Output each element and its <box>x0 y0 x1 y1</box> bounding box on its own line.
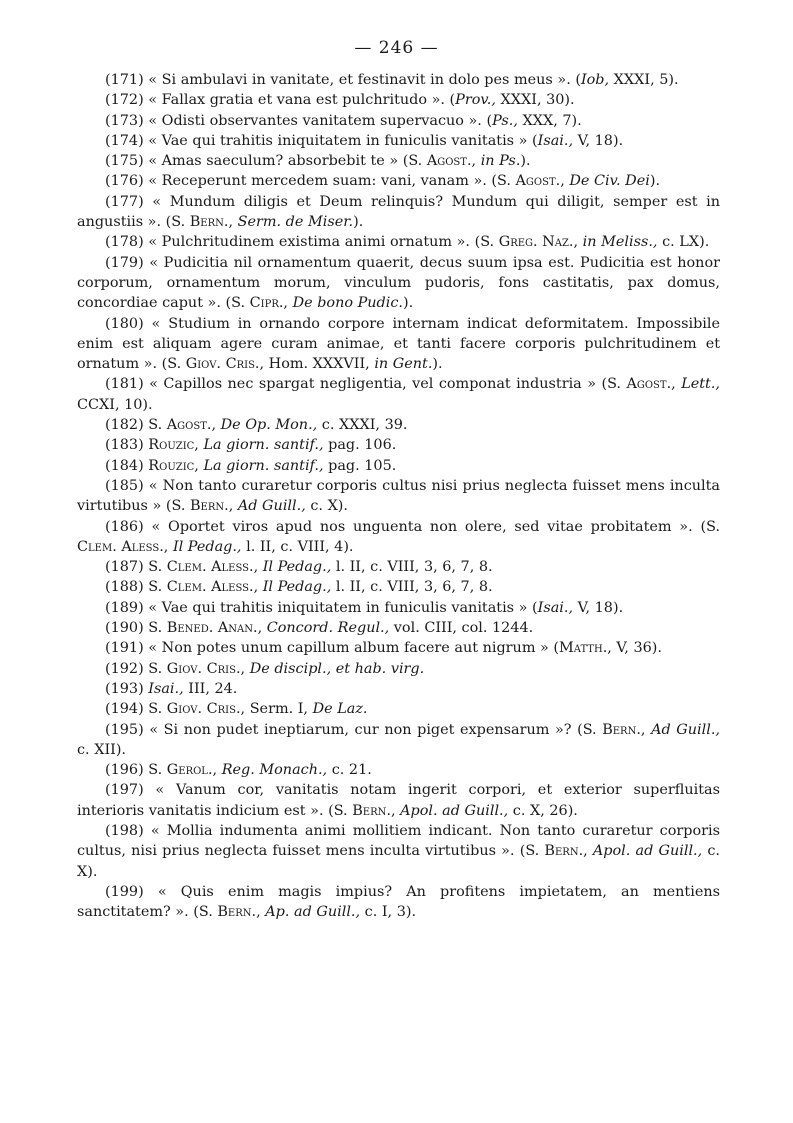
footnote-188 <box>77 577 720 597</box>
footnote-text: « Mollia indumenta animi mollitiem indicant. Non tanto curaretur corporis cultus, nisi prius neglecta fuisset mens inculta virtutibus ». (S. Bern., Apol. ad Guill., c. X). <box>77 822 721 880</box>
footnote-192 <box>77 659 720 679</box>
footnote-187 <box>77 557 720 577</box>
footnote-number: (172) <box>105 92 144 109</box>
footnote-number: (181) <box>105 376 144 393</box>
footnote-text: Isai., III, 24. <box>148 680 238 697</box>
footnote-number: (193) <box>105 680 144 697</box>
footnote-text: « Fallax gratia et vana est pulchritudo ». (Prov., XXXI, 30). <box>143 92 575 109</box>
footnote-text: « Oportet viros apud nos unguenta non olere, sed vitae probitatem ». (S. Clem. Aless., Il Pedag., l. II, c. VIII, 4). <box>77 518 720 555</box>
footnote-number: (195) <box>105 721 144 738</box>
footnote-191 <box>77 638 720 658</box>
footnote-text: « Capillos nec spargat negligentia, vel componat industria » (S. Agost., Lett., CCXI, 10). <box>77 376 720 413</box>
footnote-196 <box>77 760 720 780</box>
footnote-number: (179) <box>105 254 144 271</box>
footnote-text: « Vae qui trahitis iniquitatem in funiculis vanitatis » (Isai., V, 18). <box>143 599 624 616</box>
footnote-number: (186) <box>105 518 144 535</box>
footnote-178 <box>77 232 720 252</box>
footnote-number: (198) <box>105 822 144 839</box>
footnote-176 <box>77 171 720 191</box>
footnote-text: « Odisti observantes vanitatem supervacuo ». (Ps., XXX, 7). <box>143 112 582 129</box>
footnote-text: S. Agost., De Op. Mon., c. XXXI, 39. <box>143 417 408 434</box>
footnote-text: « Vae qui trahitis iniquitatem in funiculis vanitatis » (Isai., V, 18). <box>143 132 624 149</box>
footnote-185 <box>77 476 720 517</box>
footnote-number: (187) <box>105 559 144 576</box>
footnotes-list <box>77 70 720 922</box>
footnote-number: (183) <box>105 437 144 454</box>
footnote-195 <box>77 720 720 761</box>
footnote-text: « Studium in ornando corpore internam indicat deformitatem. Impossibile enim est aliquam agere curam animae, et tanti facere corporis pulchritudinem et ornatum ». (S. Giov. Cris., Hom. XXXVII, in Gent.). <box>77 315 720 373</box>
footnote-197 <box>77 780 720 821</box>
footnote-171 <box>77 70 720 90</box>
page-number: — 246 — <box>354 38 439 58</box>
footnote-181 <box>77 374 720 415</box>
footnote-number: (177) <box>105 193 144 210</box>
footnote-189 <box>77 598 720 618</box>
footnote-text: S. Gerol., Reg. Monach., c. 21. <box>143 762 372 779</box>
footnote-number: (196) <box>105 762 144 779</box>
footnote-number: (178) <box>105 234 144 251</box>
footnote-text: S. Clem. Aless., Il Pedag., l. II, c. VIII, 3, 6, 7, 8. <box>143 579 493 596</box>
footnote-179 <box>77 253 720 314</box>
footnote-198 <box>77 821 720 882</box>
footnote-186 <box>77 517 720 558</box>
footnote-175 <box>77 151 720 171</box>
footnote-199 <box>77 882 720 923</box>
footnote-number: (192) <box>105 660 144 677</box>
footnote-text: « Pudicitia nil ornamentum quaerit, decus suum ipsa est. Pudicitia est honor corporum, ornamentum morum, vinculum pudoris, fons castitatis, pax domus, concordiae caput ». (S. Cipr., De bono Pudic.). <box>77 254 720 312</box>
footnote-text: S. Giov. Cris., Serm. I, De Laz. <box>143 701 368 718</box>
footnote-text: « Receperunt mercedem suam: vani, vanam ». (S. Agost., De Civ. Dei). <box>143 173 661 190</box>
footnote-text: Rouzic, La giorn. santif., pag. 105. <box>148 457 397 474</box>
footnote-number: (188) <box>105 579 144 596</box>
footnote-text: « Pulchritudinem existima animi ornatum ». (S. Greg. Naz., in Meliss., c. LX). <box>143 234 710 251</box>
footnote-number: (180) <box>105 315 144 332</box>
footnote-text: « Non potes unum capillum album facere aut nigrum » (Matth., V, 36). <box>143 640 662 657</box>
footnote-text: « Vanum cor, vanitatis notam ingerit corpori, et exterior superfluitas interioris vanitatis indicium est ». (S. Bern., Apol. ad Guill., c. X, 26). <box>77 782 720 819</box>
footnote-text: « Mundum diligis et Deum relinquis? Mundum qui diligit, semper est in angustiis ». (S. Bern., Serm. de Miser.). <box>77 193 720 231</box>
footnote-182 <box>77 415 720 435</box>
footnote-number: (185) <box>105 477 144 494</box>
footnote-174 <box>77 131 720 151</box>
footnote-172 <box>77 90 720 110</box>
footnote-number: (175) <box>105 153 144 170</box>
footnote-183 <box>77 435 720 455</box>
footnote-text: Rouzic, La giorn. santif., pag. 106. <box>148 437 397 454</box>
footnote-number: (194) <box>105 701 144 718</box>
footnote-number: (174) <box>105 132 144 149</box>
footnote-text: « Quis enim magis impius? An profitens impietatem, an mentiens sanctitatem? ». (S. Bern., Ap. ad Guill., c. I, 3). <box>77 883 720 921</box>
footnote-text: « Si non pudet ineptiarum, cur non piget expensarum »? (S. Bern., Ad Guill., c. XII). <box>77 721 720 758</box>
footnote-number: (190) <box>105 620 144 637</box>
footnote-text: « Non tanto curaretur corporis cultus nisi prius neglecta fuisset mens inculta virtutibus » (S. Bern., Ad Guill., c. X). <box>77 477 720 515</box>
footnote-173 <box>77 111 720 131</box>
footnote-number: (171) <box>105 72 144 88</box>
footnote-194 <box>77 699 720 719</box>
footnote-number: (173) <box>105 112 144 129</box>
footnote-number: (191) <box>105 640 144 657</box>
footnote-193 <box>77 679 720 699</box>
footnote-text: « Amas saeculum? absorbebit te » (S. Agost., in Ps.). <box>143 153 531 170</box>
footnote-text: « Si ambulavi in vanitate, et festinavit in dolo pes meus ». (Iob, XXXI, 5). <box>143 72 679 88</box>
footnote-number: (189) <box>105 599 144 616</box>
footnote-text: S. Clem. Aless., Il Pedag., l. II, c. VIII, 3, 6, 7, 8. <box>143 559 493 576</box>
footnote-184 <box>77 456 720 476</box>
footnote-number: (182) <box>105 417 144 434</box>
footnote-text: S. Bened. Anan., Concord. Regul., vol. CIII, col. 1244. <box>143 620 534 637</box>
footnote-text: S. Giov. Cris., De discipl., et hab. virg. <box>143 660 425 677</box>
footnote-190 <box>77 618 720 638</box>
footnote-180 <box>77 314 720 375</box>
footnote-177 <box>77 192 720 233</box>
footnote-number: (176) <box>105 173 144 190</box>
footnote-number: (199) <box>105 883 144 900</box>
footnote-number: (184) <box>105 457 144 474</box>
footnote-number: (197) <box>105 782 144 799</box>
